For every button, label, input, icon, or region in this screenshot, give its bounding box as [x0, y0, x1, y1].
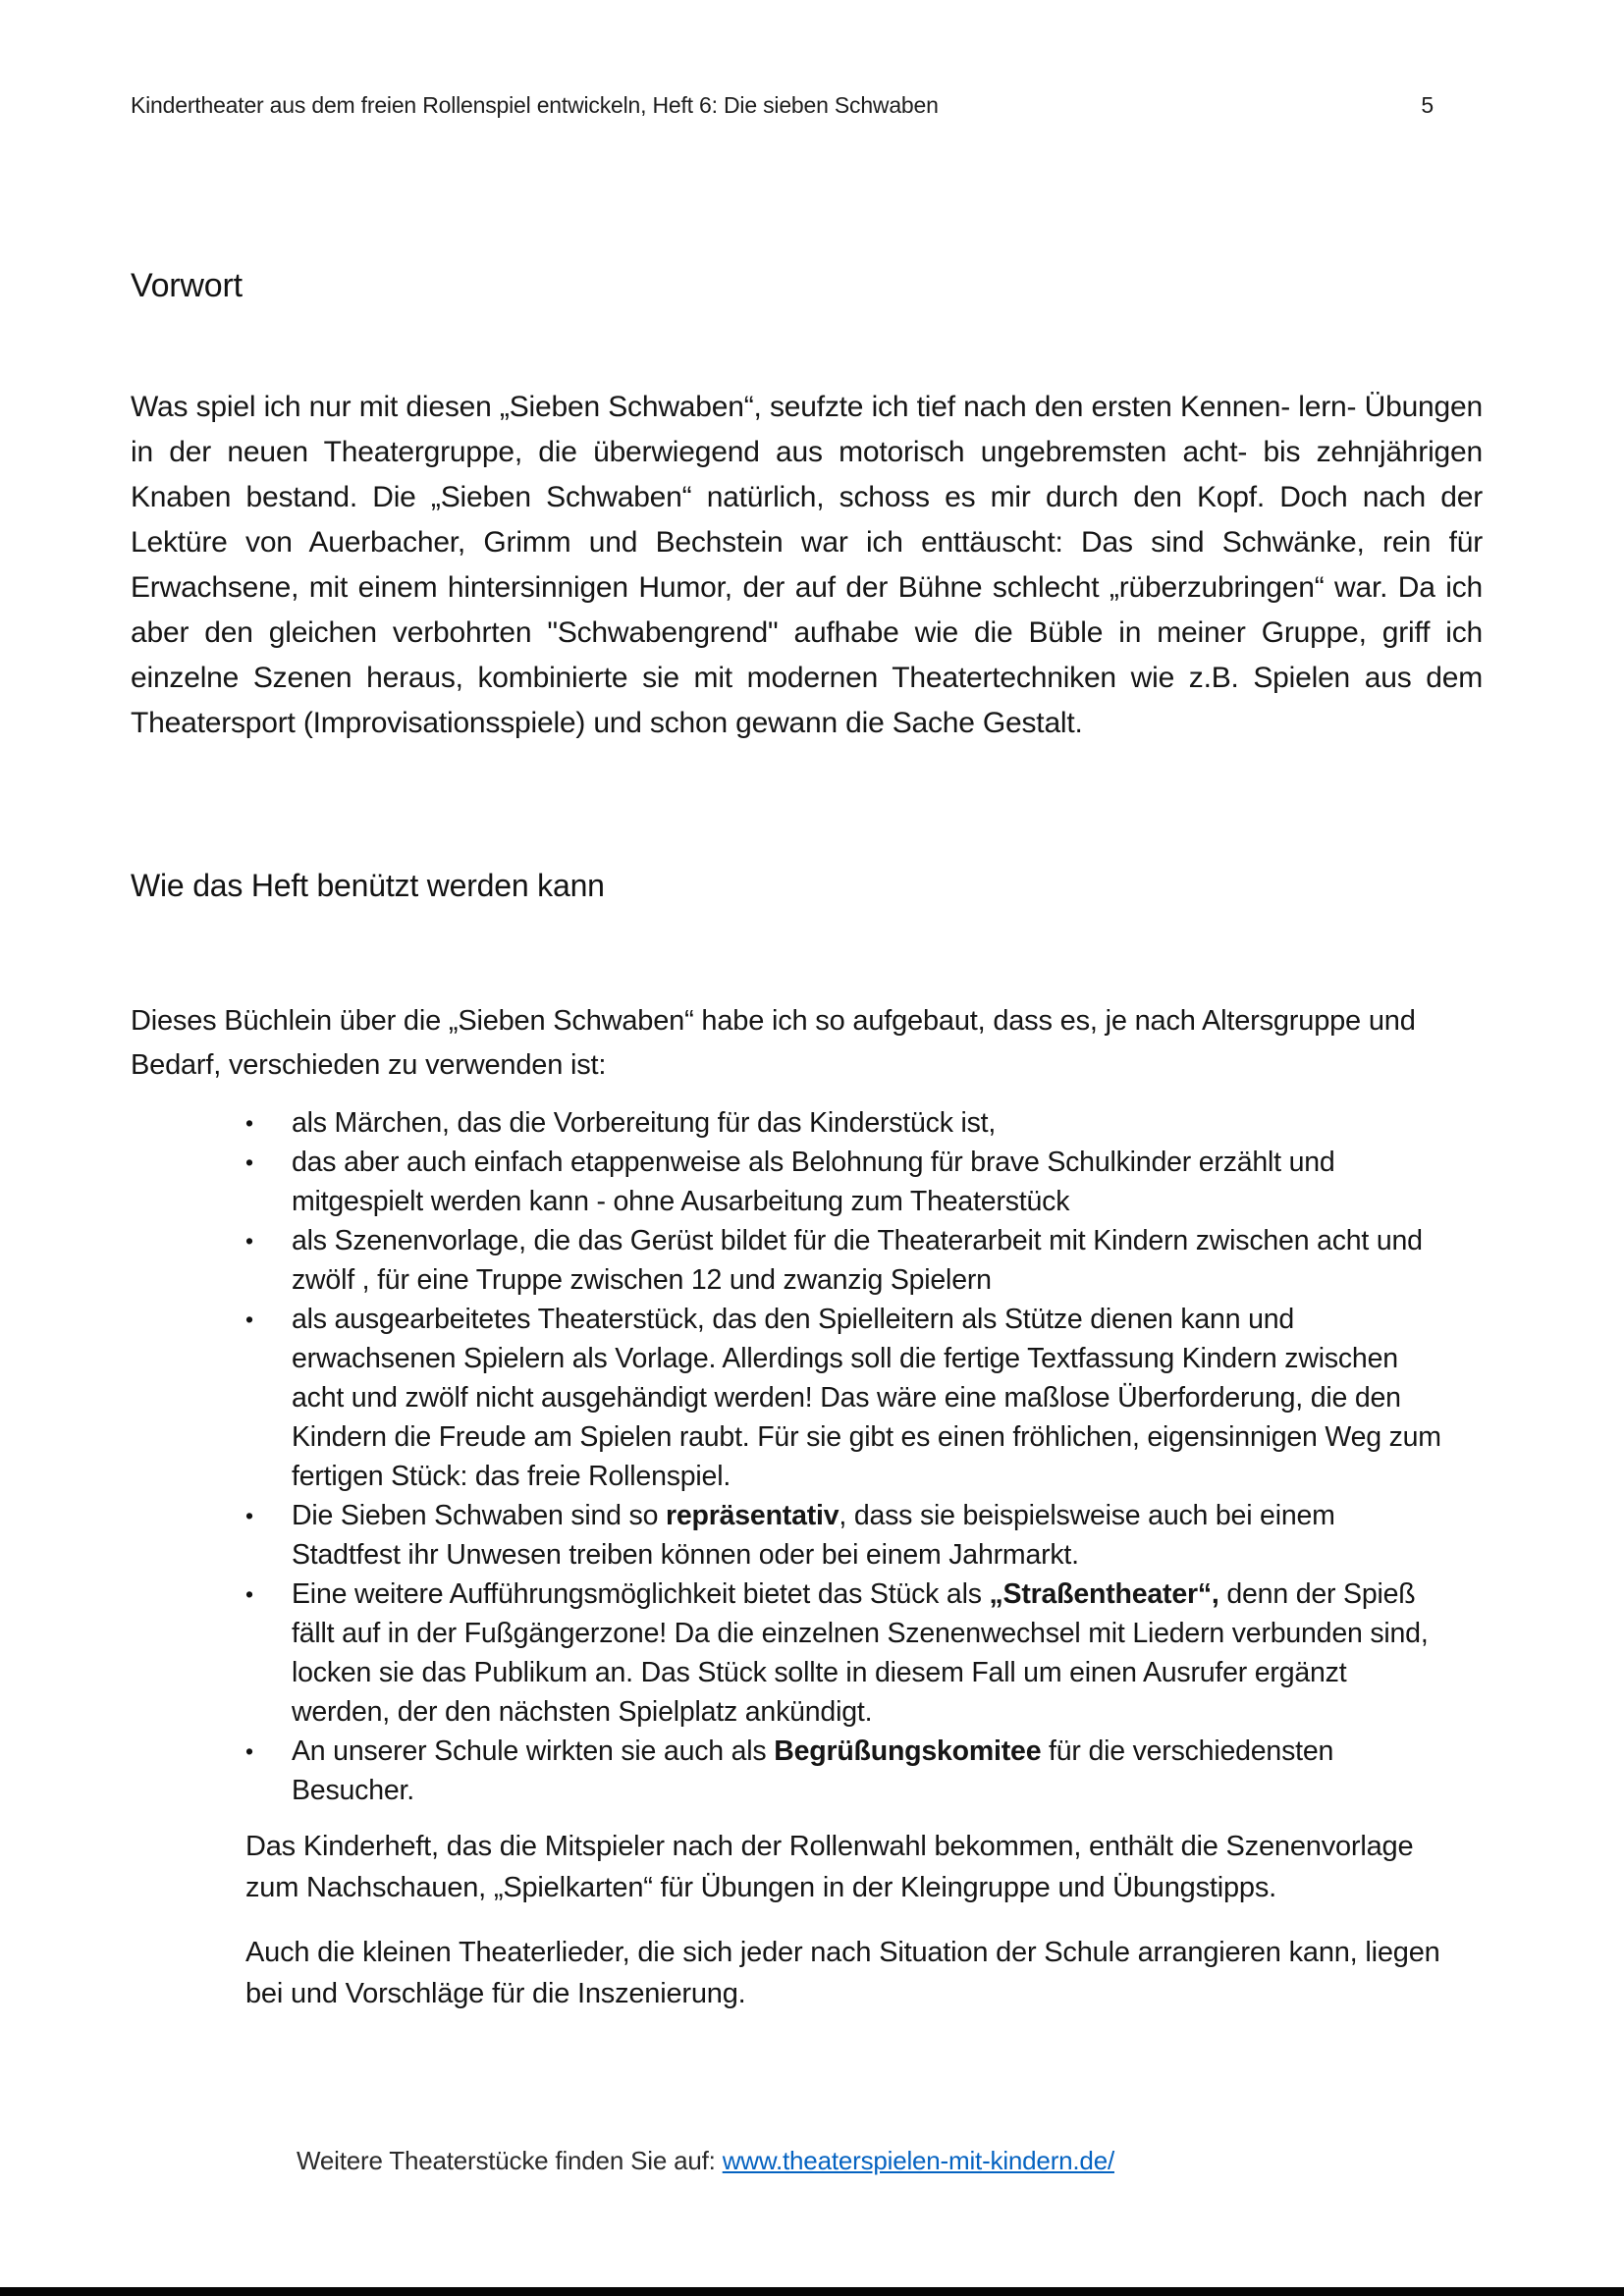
vorwort-paragraph: Was spiel ich nur mit diesen „Sieben Schwaben“, seufzte ich tief nach den ersten Kennen- lern- Übungen in der neuen Theatergruppe, die überwiegend aus motorisch ungebremsten acht- bis zehnjährigen Knaben bestand. Die „Sieben Schwaben“ natürlich, schoss es mir durch den Kopf. Doch nach der Lektüre von Auerbacher, Grimm und Bechstein war ich enttäuscht: Das sind Schwänke, rein für Erwachsene, mit einem hintersinnigen Humor, der auf der Bühne schlecht „rüberzubringen“ war. Da ich aber den gleichen verbohrten "Schwabengrend" aufhabe wie die Büble in meiner Gruppe, griff ich einzelne Szenen heraus, kombinierte sie mit modernen Theatertechniken wie z.B. Spielen aus dem Theatersport (Improvisationsspiele) und schon gewann die Sache Gestalt.: [131, 391, 1483, 739]
list-item: [245, 1103, 1441, 1143]
list-item-text: als Märchen, das die Vorbereitung für das Kinderstück ist,: [292, 1107, 997, 1139]
footer-link[interactable]: www.theaterspielen-mit-kindern.de/: [722, 2146, 1114, 2175]
bullet-icon: •: [245, 1581, 253, 1607]
page-number: 5: [1421, 92, 1434, 118]
page-footer: [297, 2146, 1114, 2176]
list-item-text: als ausgearbeitetes Theaterstück, das den Spielleitern als Stütze dienen kann und erwachsenen Spielern als Vorlage. Allerdings soll die fertige Textfassung Kindern zwischen acht und zwölf nicht ausgehändigt werden! Das wäre eine maßlose Überforderung, die den Kindern die Freude am Spielen raubt. Für sie gibt es einen fröhlichen, eigensinnigen Weg zum fertigen Stück: das freie Rollenspiel.: [292, 1304, 1441, 1492]
usage-bullet-list: [245, 1103, 1441, 1810]
list-item-text: das aber auch einfach etappenweise als Belohnung für brave Schulkinder erzählt und mitgespielt werden kann - ohne Ausarbeitung zum Theaterstück: [292, 1147, 1335, 1217]
footer-label: Weitere Theaterstücke finden Sie auf:: [297, 2146, 723, 2175]
page-header: [131, 92, 1434, 119]
scan-edge-artifact: [0, 2287, 1624, 2296]
list-item: [245, 1496, 1441, 1575]
heading-usage: Wie das Heft benützt werden kann: [131, 868, 605, 903]
bullet-icon: •: [245, 1149, 253, 1175]
list-item: [245, 1732, 1441, 1810]
bullet-icon: •: [245, 1738, 253, 1764]
list-item-text: Eine weitere Aufführungsmöglichkeit bietet das Stück als „Straßentheater“, denn der Spieß fällt auf in der Fußgängerzone! Da die einzelnen Szenenwechsel mit Liedern verbunden sind, locken sie das Publikum an. Das Stück sollte in diesem Fall um einen Ausrufer ergänzt werden, der den nächsten Spielplatz ankündigt.: [292, 1578, 1429, 1728]
list-item: [245, 1575, 1441, 1732]
closing-paragraph-1: Das Kinderheft, das die Mitspieler nach der Rollenwahl bekommen, enthält die Szenenvorlage zum Nachschauen, „Spielkarten“ für Übungen in der Kleingruppe und Übungstipps.: [245, 1831, 1414, 1903]
list-item: [245, 1300, 1441, 1496]
closing-paragraph-2: Auch die kleinen Theaterlieder, die sich jeder nach Situation der Schule arrangieren kann, liegen bei und Vorschläge für die Inszenierung.: [245, 1937, 1440, 2009]
bullet-icon: •: [245, 1110, 253, 1136]
usage-intro-paragraph: Dieses Büchlein über die „Sieben Schwaben“ habe ich so aufgebaut, dass es, je nach Altersgruppe und Bedarf, verschieden zu verwenden ist:: [131, 1005, 1416, 1081]
heading-vorwort: Vorwort: [131, 267, 243, 304]
list-item: [245, 1221, 1441, 1300]
list-item-text: An unserer Schule wirkten sie auch als Begrüßungskomitee für die verschiedensten Besucher.: [292, 1735, 1334, 1806]
list-item: [245, 1143, 1441, 1221]
running-title: Kindertheater aus dem freien Rollenspiel entwickeln, Heft 6: Die sieben Schwaben: [131, 92, 939, 118]
bullet-icon: •: [245, 1307, 253, 1332]
list-item-text: als Szenenvorlage, die das Gerüst bildet für die Theaterarbeit mit Kindern zwischen acht und zwölf , für eine Truppe zwischen 12 und zwanzig Spielern: [292, 1225, 1423, 1296]
bullet-icon: •: [245, 1228, 253, 1254]
bullet-icon: •: [245, 1503, 253, 1528]
list-item-text: Die Sieben Schwaben sind so repräsentativ, dass sie beispielsweise auch bei einem Stadtfest ihr Unwesen treiben können oder bei einem Jahrmarkt.: [292, 1500, 1335, 1571]
